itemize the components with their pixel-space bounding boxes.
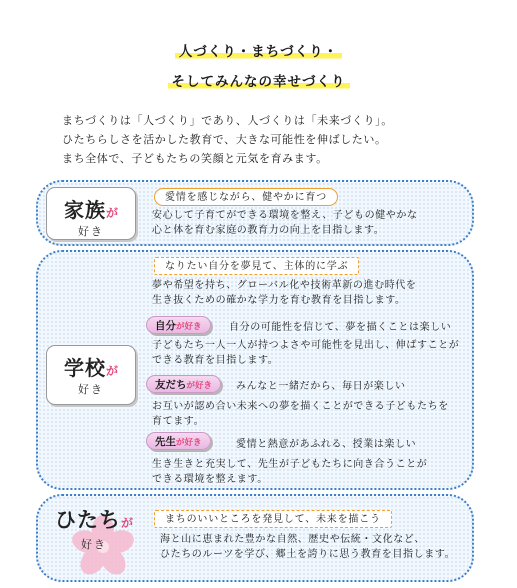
jibun-body-2: できる教育を目指します。 <box>152 355 279 366</box>
pill-jibun-main: 自分 <box>155 320 176 332</box>
school-label <box>46 345 136 405</box>
hitachi-heading: まちのいいところを発見して、未来を描こう <box>154 510 392 528</box>
sensei-body-1: 生き生きと充実して、先生が子どもたちに向き合うことが <box>152 459 428 470</box>
title-line-1: 人づくり・まちづくり・ <box>0 40 517 60</box>
family-label <box>46 187 136 240</box>
sensei-note: 愛情と熱意があふれる、授業は楽しい <box>236 439 417 450</box>
jibun-note: 自分の可能性を信じて、夢を描くことは楽しい <box>229 322 452 333</box>
family-heading: 愛情を感じながら、健やかに育つ <box>154 188 338 206</box>
hitachi-label <box>44 504 144 552</box>
hitachi-body-2: ひたちのルーツを学び、郷土を誇りに思う教育を目指します。 <box>160 549 456 560</box>
family-label-ga: が <box>105 206 118 220</box>
hitachi-label-ga: が <box>120 516 133 530</box>
school-label-suki: 好き <box>78 383 104 396</box>
intro-line-1: まちづくりは「人づくり」であり、人づくりは「未来づくり」。 <box>62 114 393 127</box>
hitachi-label-main: ひたち <box>54 508 121 532</box>
pill-tomodachi-main: 友だち <box>155 379 187 391</box>
pill-sensei <box>146 432 211 450</box>
intro-line-3: まち全体で、子どもたちの笑顔と元気を育みます。 <box>62 152 328 165</box>
hitachi-body-1: 海と山に恵まれた豊かな自然、歴史や伝統・文化など、 <box>160 534 425 545</box>
school-body-1: 夢や希望を持ち、グローバル化や技術革新の進む時代を <box>152 280 417 291</box>
pill-sensei-main: 先生 <box>155 436 176 448</box>
intro-line-2: ひたちらしさを活かした教育で、大きな可能性を伸ばしたい。 <box>62 133 387 146</box>
school-label-main: 学校 <box>63 356 106 380</box>
family-body-1: 安心して子育てができる環境を整え、子どもの健やかな <box>152 210 418 221</box>
family-label-main: 家族 <box>63 198 106 222</box>
family-body-2: 心と体を育む家庭の教育力の向上を目指します。 <box>152 225 385 236</box>
pill-sensei-small: が好き <box>176 438 202 448</box>
hitachi-label-suki: 好き <box>81 538 107 551</box>
tomodachi-body-2: 育てます。 <box>152 416 205 427</box>
title-line-2: そしてみんなの幸せづくり <box>0 70 517 90</box>
tomodachi-body-1: お互いが認め合い未来への夢を描くことができる子どもたちを <box>152 401 449 412</box>
pill-tomodachi-small: が好き <box>186 381 213 391</box>
pill-jibun <box>146 316 211 334</box>
pill-jibun-small: が好き <box>176 322 202 332</box>
tomodachi-note: みんなと一緒だから、毎日が楽しい <box>236 381 406 392</box>
family-label-suki: 好き <box>78 225 104 238</box>
school-label-ga: が <box>105 364 118 378</box>
pill-tomodachi <box>146 375 221 393</box>
sensei-body-2: できる環境を整えます。 <box>152 474 268 485</box>
jibun-body-1: 子どもたち一人一人が持つよさや可能性を見出し、伸ばすことが <box>152 340 460 351</box>
school-heading: なりたい自分を夢見て、主体的に学ぶ <box>154 257 359 275</box>
school-body-2: 生き抜くための確かな学力を育む教育を目指します。 <box>152 295 406 306</box>
